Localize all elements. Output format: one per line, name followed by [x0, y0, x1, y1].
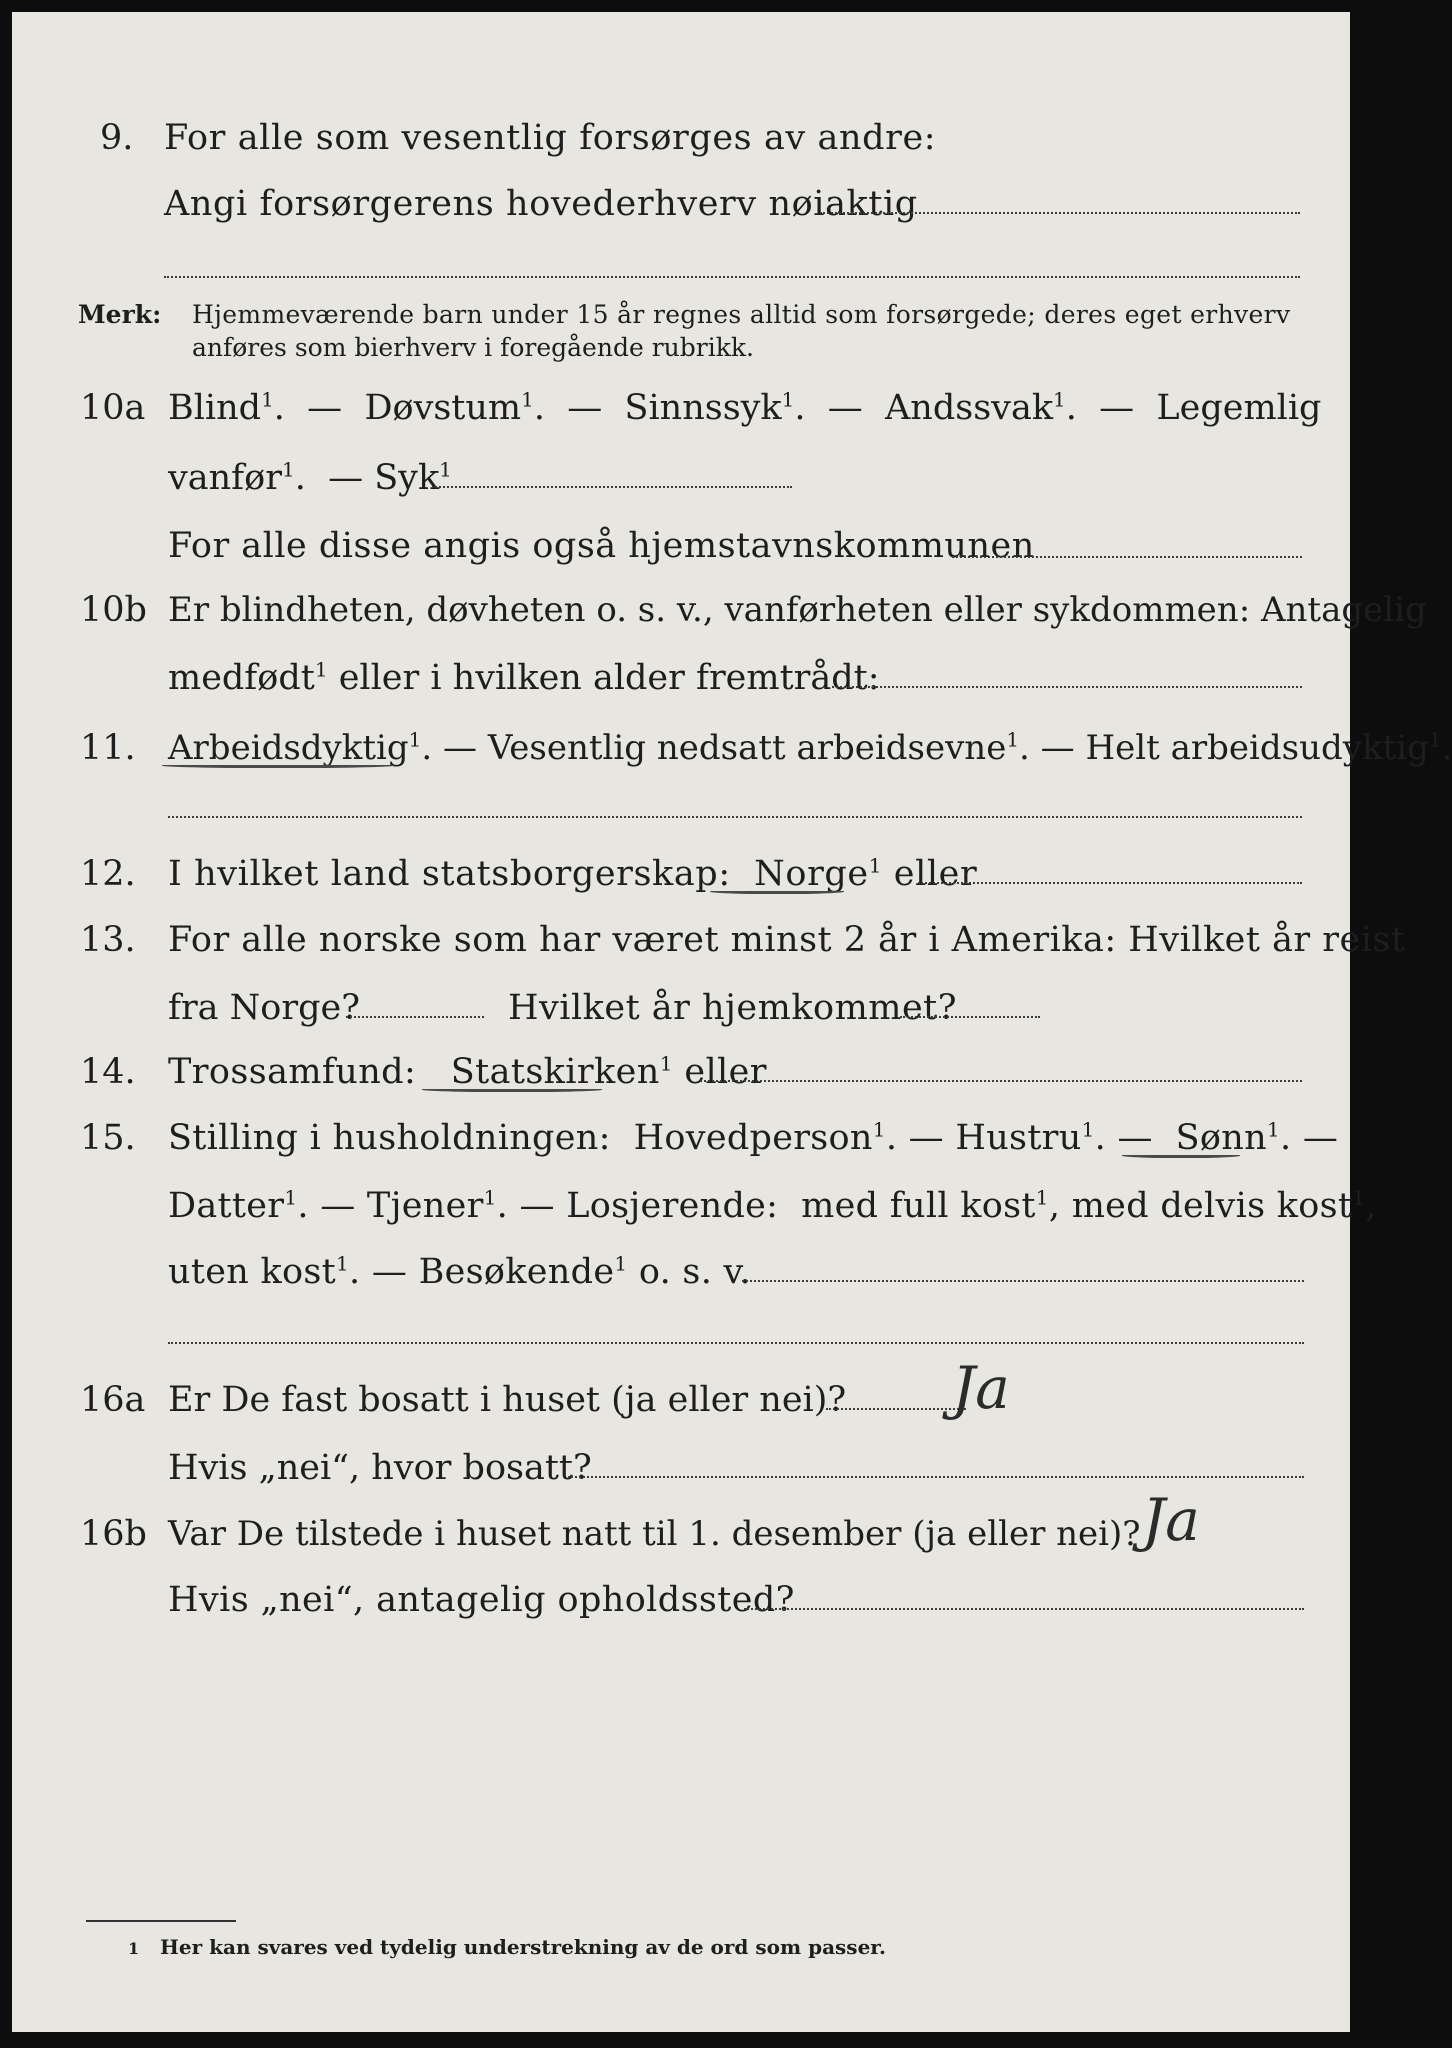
opt-delvis-kost[interactable]: med delvis kost	[1071, 1186, 1353, 1226]
q16a-number: 16a	[80, 1380, 146, 1420]
q12-number: 12.	[80, 854, 136, 894]
opt-arbeidsdyktig[interactable]: Arbeidsdyktig	[168, 728, 409, 768]
merk-line1: Hjemmeværende barn under 15 år regnes alltid som forsørgede; deres eget erhverv	[192, 300, 1291, 329]
q15-answer-line[interactable]	[742, 1280, 1304, 1282]
opt-sinnssyk[interactable]: Sinnssyk	[624, 388, 782, 428]
merk-line2: anføres som bierhverv i foregående rubrikk.	[192, 333, 754, 362]
opt-full-kost[interactable]: med full kost	[801, 1186, 1036, 1226]
opt-tjener[interactable]: Tjener	[366, 1186, 484, 1226]
q16b-answer-line[interactable]	[744, 1608, 1304, 1610]
opt-andssvak[interactable]: Andssvak	[885, 388, 1054, 428]
q15-osv: o. s. v.	[638, 1252, 751, 1292]
q14-label: Trossamfund:	[168, 1052, 417, 1092]
q14-number: 14.	[80, 1052, 136, 1092]
q10b-line1: Er blindheten, døvheten o. s. v., vanførheten eller sykdommen: Antagelig	[168, 590, 1427, 630]
opt-legemlig[interactable]: Legemlig	[1156, 388, 1322, 428]
q9-line1: For alle som vesentlig forsørges av andre:	[164, 118, 937, 158]
q15-handwritten-underline	[1122, 1152, 1240, 1158]
q11-handwritten-underline	[162, 762, 394, 768]
q10a-line3: For alle disse angis også hjemstavnskommunen	[168, 526, 1035, 566]
opt-nedsatt[interactable]: Vesentlig nedsatt arbeidsevne	[487, 728, 1007, 768]
q12-handwritten-underline	[710, 888, 844, 894]
q10a-line1: Blind$^1$. — Døvstum$^1$. — Sinnssyk$^1$. — Andssvak$^1$. — Legemlig	[168, 387, 1322, 428]
q9-answer-line-2[interactable]	[164, 276, 1300, 278]
q14-handwritten-underline	[422, 1086, 602, 1092]
q10a-line2: vanfør$^1$. — Syk$^1$	[168, 457, 452, 498]
opt-norge[interactable]: Norge	[754, 854, 869, 894]
q16b-handwritten-answer[interactable]: Ja	[1142, 1486, 1200, 1554]
q16a-line2: Hvis „nei“, hvor bosatt?	[168, 1448, 592, 1488]
q12-answer-line[interactable]	[918, 882, 1302, 884]
q13-hjem: Hvilket år hjemkommet?	[508, 988, 958, 1028]
opt-hustru[interactable]: Hustru	[955, 1118, 1082, 1158]
opt-sonn[interactable]: Sønn	[1175, 1118, 1267, 1158]
q16a-line1: Er De fast bosatt i huset (ja eller nei)?	[168, 1380, 847, 1420]
q14-answer-line[interactable]	[700, 1080, 1302, 1082]
q12-eller: eller	[893, 854, 978, 894]
q15-number: 15.	[80, 1118, 136, 1158]
q15-label: Stilling i husholdningen:	[168, 1118, 611, 1158]
q9-answer-line[interactable]	[820, 212, 1300, 214]
opt-statskirken[interactable]: Statskirken	[450, 1052, 660, 1092]
q16b-line1: Var De tilstede i huset natt til 1. desember (ja eller nei)?	[168, 1514, 1141, 1554]
opt-hovedperson[interactable]: Hovedperson	[633, 1118, 873, 1158]
q11-number: 11.	[80, 728, 136, 768]
q13-hjem-line[interactable]	[900, 1016, 1040, 1018]
opt-vanfor[interactable]: vanfør	[168, 458, 282, 498]
merk-label: Merk:	[78, 300, 162, 329]
q13-reist-line[interactable]	[346, 1016, 484, 1018]
opt-datter[interactable]: Datter	[168, 1186, 285, 1226]
q9-line2: Angi forsørgerens hovederhverv nøiaktig	[164, 184, 918, 224]
q14-line: Trossamfund: Statskirken$^1$ eller	[168, 1051, 767, 1092]
q10a-syk-line[interactable]	[432, 486, 792, 488]
q9-number: 9.	[100, 118, 134, 158]
q13-reist: fra Norge?	[168, 988, 360, 1028]
q15-answer-line-2[interactable]	[168, 1342, 1304, 1344]
opt-besokende[interactable]: Besøkende	[418, 1252, 615, 1292]
q13-number: 13.	[80, 920, 136, 960]
footnote-mark: 1	[128, 1939, 140, 1958]
opt-syk[interactable]: Syk	[374, 458, 440, 498]
q15-line2: Datter$^1$. — Tjener$^1$. — Losjerende: med full kost$^1$, med delvis kost$^1$,	[168, 1185, 1377, 1226]
q15-line1: Stilling i husholdningen: Hovedperson$^1$. — Hustru$^1$. — Sønn$^1$. —	[168, 1117, 1339, 1158]
opt-udyktig[interactable]: Helt arbeidsudyktig	[1085, 728, 1429, 768]
opt-blind[interactable]: Blind	[168, 388, 262, 428]
q15-losjerende: Losjerende:	[566, 1186, 779, 1226]
q16a-answer-line[interactable]	[826, 1408, 966, 1410]
q10b-line2-rest: eller i hvilken alder fremtrådt:	[338, 658, 880, 698]
q12-line: I hvilket land statsborgerskap: Norge$^1$ eller	[168, 853, 978, 894]
q15-line3: uten kost$^1$. — Besøkende$^1$ o. s. v.	[168, 1251, 751, 1292]
q11-answer-line[interactable]	[168, 816, 1302, 818]
q10b-answer-line[interactable]	[832, 686, 1302, 688]
footnote-rule	[86, 1920, 236, 1922]
q10a-kommune-line[interactable]	[952, 556, 1302, 558]
q12-text: I hvilket land statsborgerskap:	[168, 854, 731, 894]
q16a-bosatt-line[interactable]	[568, 1476, 1304, 1478]
q16b-line2: Hvis „nei“, antagelig opholdssted?	[168, 1580, 795, 1620]
q16a-handwritten-answer[interactable]: Ja	[952, 1354, 1010, 1422]
opt-uten-kost[interactable]: uten kost	[168, 1252, 336, 1292]
q10b-number: 10b	[80, 590, 147, 630]
q10b-line2: medfødt$^1$ eller i hvilken alder fremtrådt:	[168, 657, 880, 698]
q11-line: Arbeidsdyktig$^1$. — Vesentlig nedsatt arbeidsevne$^1$. — Helt arbeidsudyktig$^1$.	[168, 727, 1452, 768]
opt-medfodt[interactable]: medfødt	[168, 658, 315, 698]
census-form-page	[12, 12, 1452, 2032]
q13-line1: For alle norske som har været minst 2 år i Amerika: Hvilket år reist	[168, 920, 1406, 960]
q10a-number: 10a	[80, 388, 146, 428]
q14-eller: eller	[684, 1052, 767, 1092]
opt-dovstum[interactable]: Døvstum	[364, 388, 522, 428]
footnote-text: Her kan svares ved tydelig understrekning av de ord som passer.	[160, 1935, 886, 1959]
q16b-number: 16b	[80, 1514, 147, 1554]
